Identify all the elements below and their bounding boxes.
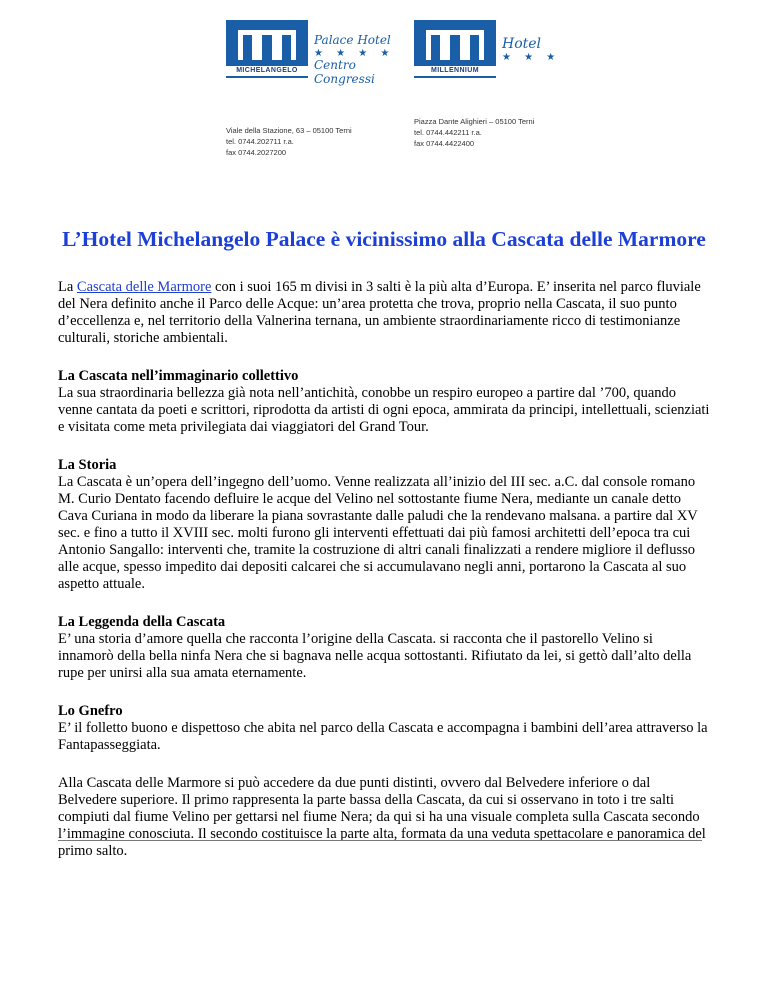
cascata-link[interactable]: Cascata delle Marmore bbox=[76, 279, 212, 295]
section-heading: La Cascata nell’immaginario collettivo bbox=[58, 368, 299, 384]
section-storia bbox=[58, 457, 710, 593]
section-heading: La Storia bbox=[58, 457, 117, 473]
michelangelo-brand-name: MICHELANGELO bbox=[226, 66, 308, 76]
michelangelo-tel: tel. 0744.202711 r.a. bbox=[226, 136, 294, 146]
three-stars-icon: ★ ★ ★ bbox=[502, 52, 561, 64]
millennium-script-text bbox=[502, 20, 560, 64]
millennium-street: Piazza Dante Alighieri – 05100 Terni bbox=[414, 117, 535, 126]
section-immaginario bbox=[58, 368, 710, 436]
millennium-fax: fax 0744.4422400 bbox=[414, 139, 475, 148]
millennium-brand-name: MILLENNIUM bbox=[414, 66, 496, 76]
intro-text: con i suoi 165 m divisi in 3 salti è la più alta d’Europa. E’ inserita nel parco fluviale del Nera definito anche il Parco delle Acque: un’area protetta che trova, proprio nella Cascata, il suo punto d’eccellenza e, nel territorio della Valnerina ternana, un ambiente straordinariamente ricco di testimonianze culturali, storiche ambientali. bbox=[58, 279, 701, 346]
intro-lead: La bbox=[58, 279, 77, 295]
section-heading: La Leggenda della Cascata bbox=[58, 614, 226, 630]
four-stars-icon: ★ ★ ★ ★ bbox=[314, 47, 395, 59]
intro-paragraph bbox=[58, 279, 710, 347]
michelangelo-hotel-logo bbox=[226, 20, 406, 158]
section-text: La sua straordinaria bellezza già nota nell’antichità, conobbe un respiro europeo a partire dal ’700, quando venne cantata da poeti e scrittori, riprodotta da artisti di ogni epoca, ammirata da principi, intellettuali, scienziati e visitata come meta privilegiata dai viaggiatori del Grand Tour. bbox=[58, 385, 710, 435]
horizontal-divider bbox=[58, 840, 702, 841]
closing-paragraph: Alla Cascata delle Marmore si può accedere da due punti distinti, ovvero dal Belvedere inferiore o dal Belvedere superiore. Il primo rappresenta la parte bassa della Cascata, da cui si osservano in toto i tre salti compiuti dal fiume Velino per gettarsi nel fiume Nera; da qui si ha una visuale completa sulla Cascata secondo l’immagine conosciuta. Il secondo costituisce la parte alta, formata da una veduta spettacolare e panoramica del primo salto. bbox=[58, 775, 706, 859]
millennium-hotel-logo bbox=[414, 20, 564, 149]
millennium-address bbox=[414, 116, 564, 149]
michelangelo-street: Viale della Stazione, 63 – 05100 Terni bbox=[226, 125, 352, 135]
page-title: L’Hotel Michelangelo Palace è vicinissimo alla Cascata delle Marmore bbox=[62, 227, 706, 251]
section-text: La Cascata è un’opera dell’ingegno dell’uomo. Venne realizzata all’inizio del III sec. a.C. dal console romano M. Curio Dentato facendo defluire le acque del Velino nel sottostante fiume Nera, mediante un canale detto Cava Curiana in modo da liberare la piana sovrastante dalle paludi che la rendevano malsana. a partire dal XV sec. e fino a tutto il XVIII sec. molti furono gli interventi effettuati dai più famosi architetti dell’epoca tra cui Antonio Sangallo: interventi che, tramite la costruzione di altri canali finalizzati a rendere migliore il deflusso alle acque, spesso impedito dai depositi calcarei che si accumulavano negli anni, portarono la Cascata al suo aspetto attuale. bbox=[58, 474, 698, 592]
hotel-text: Hotel bbox=[502, 36, 542, 52]
michelangelo-script-text bbox=[314, 20, 406, 87]
section-gnefro bbox=[58, 703, 710, 754]
michelangelo-fax: fax 0744.2027200 bbox=[226, 147, 287, 157]
millennium-m-emblem-icon bbox=[414, 20, 496, 78]
palace-hotel-text: Palace Hotel bbox=[314, 33, 391, 47]
section-heading: Lo Gnefro bbox=[58, 703, 123, 719]
michelangelo-m-emblem-icon bbox=[226, 20, 308, 78]
document-body bbox=[58, 226, 710, 881]
millennium-tel: tel. 0744.442211 r.a. bbox=[414, 128, 482, 137]
section-leggenda bbox=[58, 614, 710, 682]
section-text: E’ una storia d’amore quella che racconta l’origine della Cascata. si racconta che il pastorello Velino si innamorò della bella ninfa Nera che si bagnava nelle acqua sottostanti. Rifiutato da lei, si gettò dall’alto della rupe per unirsi alla sua amata eternamente. bbox=[58, 631, 692, 681]
michelangelo-address bbox=[226, 125, 406, 158]
section-text: E’ il folletto buono e dispettoso che abita nel parco della Cascata e accompagna i bambini dell’area attraverso la Fantapasseggiata. bbox=[58, 720, 708, 753]
centro-congressi-text: Centro Congressi bbox=[314, 58, 375, 87]
